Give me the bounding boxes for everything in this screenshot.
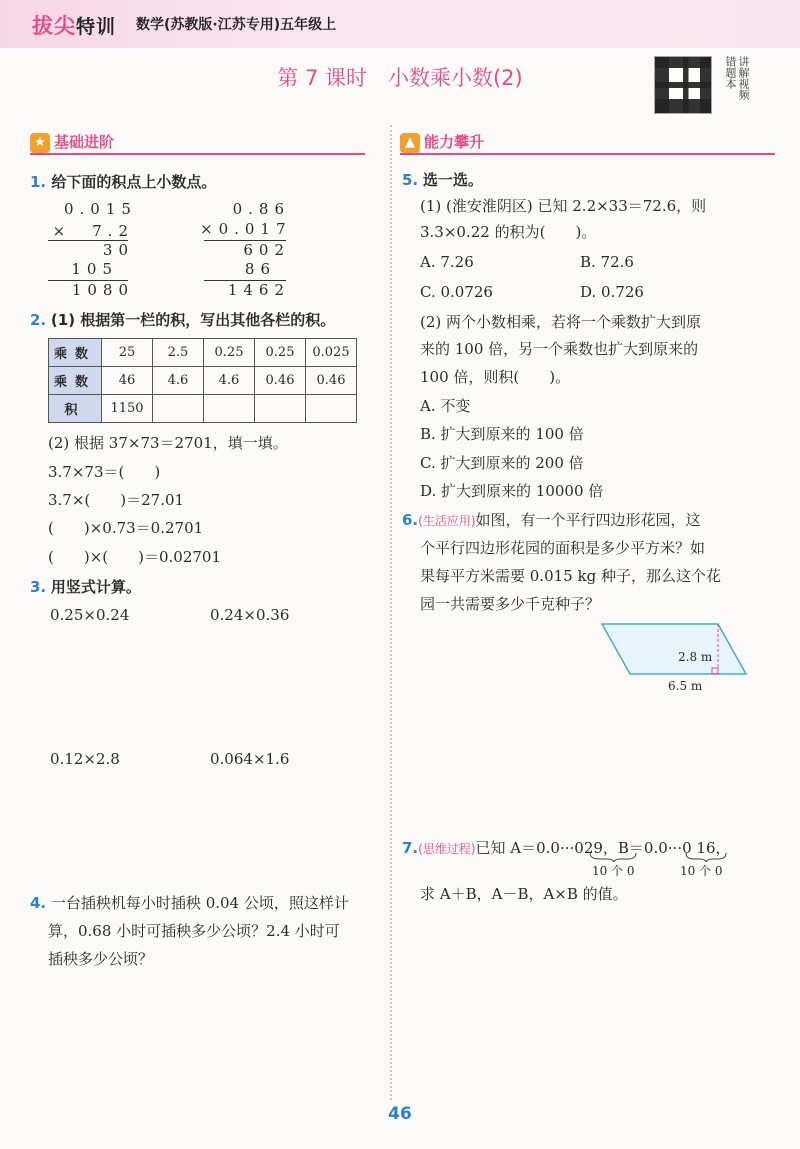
question-number: 5.	[402, 171, 419, 189]
option-c[interactable]: C. 扩大到原来的 200 倍	[420, 454, 584, 472]
option-a[interactable]: A. 7.26	[420, 253, 474, 271]
question-tag: (思维过程)	[418, 842, 476, 856]
calc-a-line3: 30	[102, 241, 134, 259]
question-5	[402, 170, 483, 190]
table-row	[49, 367, 357, 395]
brand-logo	[32, 10, 116, 40]
calc-b-line5: 1462	[227, 281, 290, 299]
answer-cell[interactable]	[306, 395, 357, 423]
option-b[interactable]: B. 72.6	[580, 253, 634, 271]
question-text-line: 果每平方米需要 0.015 kg 种子，那么这个花	[420, 567, 721, 585]
section-basic-title: 基础进阶	[54, 133, 115, 151]
table-cell: 2.5	[153, 339, 204, 367]
question-1	[30, 172, 216, 192]
question-text-line: 算，0.68 小时可插秧多少公顷？2.4 小时可	[48, 922, 340, 940]
question-text: 一台插秧机每小时插秧 0.04 公顷，照这样计	[50, 894, 349, 912]
question-2	[30, 310, 335, 330]
option-c[interactable]: C. 0.0726	[420, 283, 493, 301]
calc-b-line4: 86	[244, 260, 276, 278]
fill-blank-line[interactable]: ( )×0.73＝0.2701	[48, 519, 204, 537]
q5-part2-line3: 100 倍，则积( )。	[420, 368, 571, 386]
table-cell: 0.25	[204, 339, 255, 367]
page-number: 46	[388, 1104, 412, 1124]
section-basic	[30, 131, 114, 153]
fill-blank-line[interactable]: 3.7×( )＝27.01	[48, 491, 185, 509]
q5-part1-line1: (1) (淮安淮阴区) 已知 2.2×33＝72.6，则	[420, 197, 707, 215]
brand-name-2: 特训	[76, 16, 117, 38]
table-cell: 4.6	[153, 367, 204, 395]
question-text-line: 个平行四边形花园的面积是多少平方米？如	[420, 539, 706, 557]
height-label: 2.8 m	[678, 650, 713, 664]
option-b[interactable]: B. 扩大到原来的 100 倍	[420, 425, 584, 443]
question-2-part2: (2) 根据 37×73＝2701，填一填。	[48, 434, 288, 452]
header-bar	[0, 0, 800, 48]
question-text: 如图，有一个平行四边形花园，这	[475, 511, 701, 529]
product-table	[48, 338, 357, 423]
question-number: 3.	[30, 578, 47, 596]
table-cell: 25	[102, 339, 153, 367]
parallelogram-shape	[602, 624, 746, 674]
section-basic-underline	[30, 153, 365, 155]
table-cell: 0.025	[306, 339, 357, 367]
climber-icon: ▲	[400, 133, 420, 153]
table-cell: 46	[102, 367, 153, 395]
question-text: (1) 根据第一栏的积，写出其他各栏的积。	[50, 311, 336, 329]
table-header-cell: 乘数	[49, 339, 102, 367]
section-advanced	[400, 131, 484, 153]
calc-b-line2: ×0.017	[200, 220, 292, 238]
q5-part1-line2: 3.3×0.22 的积为( )。	[420, 223, 597, 241]
answer-cell[interactable]	[153, 395, 204, 423]
question-3	[30, 577, 141, 597]
section-advanced-title: 能力攀升	[424, 133, 485, 151]
table-row	[49, 395, 357, 423]
qr-code-icon[interactable]	[654, 56, 712, 114]
question-text: 给下面的积点上小数点。	[51, 173, 217, 191]
option-d[interactable]: D. 0.726	[580, 283, 644, 301]
option-a[interactable]: A. 不变	[420, 397, 471, 415]
answer-cell[interactable]	[204, 395, 255, 423]
brand-name: 拔尖	[32, 14, 76, 38]
calc-item: 0.24×0.36	[210, 606, 290, 624]
question-4	[30, 893, 349, 913]
calc-a-line1: 0.015	[64, 200, 137, 218]
table-header-cell: 乘数	[49, 367, 102, 395]
table-cell: 0.46	[306, 367, 357, 395]
question-6	[402, 510, 701, 531]
table-cell: 4.6	[204, 367, 255, 395]
question-text: 选一选。	[422, 171, 483, 189]
fill-blank-line[interactable]: 3.7×73＝( )	[48, 463, 161, 481]
q5-part2-line2: 来的 100 倍，另一个乘数也扩大到原来的	[420, 340, 699, 358]
table-header-cell: 积	[49, 395, 102, 423]
question-number: 2.	[30, 311, 47, 329]
question-tag: (生活应用)	[418, 514, 476, 528]
table-cell: 0.25	[255, 339, 306, 367]
question-number: 4.	[30, 894, 47, 912]
option-d[interactable]: D. 扩大到原来的 10000 倍	[420, 482, 604, 500]
book-subtitle: 数学(苏教版·江苏专用)五年级上	[136, 17, 337, 33]
brace-label-2: 10 个 0	[680, 864, 723, 878]
calc-a-line2: × 7.2	[52, 222, 134, 240]
calc-item: 0.12×2.8	[50, 750, 120, 768]
calc-a-line4: 105	[71, 260, 118, 278]
table-cell: 1150	[102, 395, 153, 423]
section-advanced-underline	[400, 153, 775, 155]
runner-icon: ★	[30, 133, 50, 153]
question-text-line: 插秧多少公顷？	[48, 950, 154, 968]
qr-label: 讲解视频错题本	[724, 56, 750, 100]
calc-a-line5: 1080	[71, 281, 134, 299]
question-text: 用竖式计算。	[50, 578, 141, 596]
question-number: 6.	[402, 511, 419, 529]
table-row	[49, 339, 357, 367]
question-text-line: 求 A＋B，A－B，A×B 的值。	[420, 885, 628, 903]
question-text: 已知 A＝0.0···029，B＝0.0···0 16，	[475, 839, 731, 857]
base-label: 6.5 m	[668, 679, 703, 693]
table-cell: 0.46	[255, 367, 306, 395]
brace-label-1: 10 个 0	[592, 864, 635, 878]
question-text-line: 园一共需要多少千克种子？	[420, 595, 601, 613]
answer-cell[interactable]	[255, 395, 306, 423]
question-number: 7.	[402, 839, 419, 857]
question-number: 1.	[30, 173, 47, 191]
q5-part2-line1: (2) 两个小数相乘，若将一个乘数扩大到原	[420, 313, 702, 331]
calc-item: 0.25×0.24	[50, 606, 130, 624]
calc-b-line3: 602	[243, 241, 290, 259]
calc-item: 0.064×1.6	[210, 750, 290, 768]
lesson-title: 第 7 课时 小数乘小数(2)	[277, 66, 523, 90]
column-divider	[390, 125, 392, 1100]
calc-b-line1: 0.86	[232, 200, 290, 218]
fill-blank-line[interactable]: ( )×( )＝0.02701	[48, 548, 222, 566]
